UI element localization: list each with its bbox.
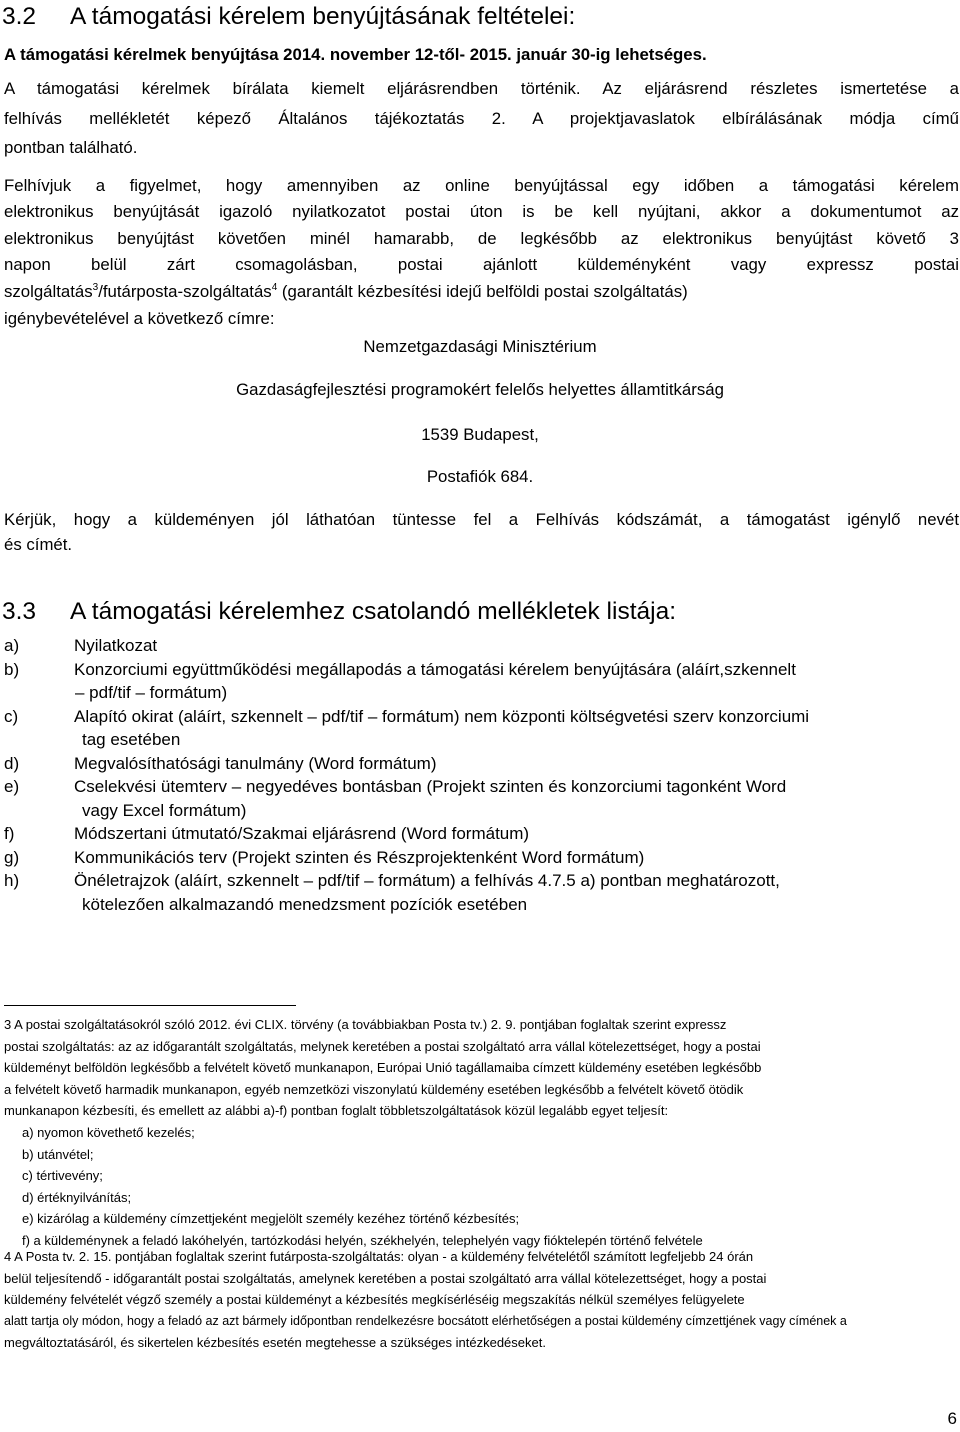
address-office: Gazdaságfejlesztési programokért felelős helyettes államtitkárság <box>236 380 724 399</box>
list-marker: g) <box>4 847 20 867</box>
list-item-text: Cselekvési ütemterv – negyedéves bontásban (Projekt szinten és konzorciumi tagonként Word <box>74 777 787 796</box>
footnote-3-line: küldeményt belföldön legkésőbb a felvételt követő munkanapon, Európai Unió tagállamaiba címzett küldemény esetében legkésőbb <box>4 1060 762 1075</box>
list-item-text-continued: tag esetében <box>82 730 181 749</box>
section-title: A támogatási kérelemhez csatolandó mellékletek listája: <box>70 598 677 625</box>
footnote-3-item: a) nyomon követhető kezelés; <box>22 1125 195 1140</box>
section-heading-3-2 <box>2 5 575 30</box>
address-ministry: Nemzetgazdasági Minisztérium <box>363 337 597 356</box>
notice-paragraph-line: elektronikus benyújtást követően minél hamarabb, de legkésőbb az elektronikus benyújtást követő 3 <box>4 229 959 248</box>
footnote-3-line: 3 A postai szolgáltatásokról szóló 2012. évi CLIX. törvény (a továbbiakban Posta tv.) 2. 9. pontjában foglaltak szerint expressz <box>4 1017 727 1032</box>
footnote-3-line: a felvételt követő harmadik munkanapon, egyéb nemzetközi viszonylatú küldemény esetében legkésőbb a felvételt követő ötödik <box>4 1081 744 1097</box>
evaluation-paragraph-line: felhívás mellékletét képező Általános tájékoztatás 2. A projektjavaslatok elbírálásának módja című <box>4 109 959 128</box>
footnote-3-line: munkanapon kézbesíti, és emellett az alábbi a)-f) pontban foglalt többletszolgáltatások közül legalább egyet teljesít: <box>4 1103 669 1118</box>
footnote-separator <box>4 1005 296 1006</box>
evaluation-paragraph-line: A támogatási kérelmek bírálata kiemelt eljárásrendben történik. Az eljárásrend részletes ismertetése a <box>4 79 959 98</box>
section-title: A támogatási kérelem benyújtásának feltételei: <box>70 3 576 30</box>
list-item-text-continued: vagy Excel formátum) <box>82 800 247 820</box>
footnote-4-line: alatt tartja oly módon, hogy a feladó az azt bármely időpontban rendelkezésre bocsátott elérhetőségen a postai küldemény címzettjének vagy címének a <box>4 1313 847 1328</box>
notice-paragraph-line: Felhívjuk a figyelmet, hogy amennyiben az online benyújtással egy időben a támogatási kérelem <box>4 176 959 195</box>
list-marker: c) <box>4 706 19 726</box>
footnote-3-line: postai szolgáltatás: az az időgarantált szolgáltatás, melynek keretében a postai szolgáltató arra vállal kötelezettséget, hogy a postai <box>4 1038 761 1054</box>
list-marker: f) <box>4 824 15 843</box>
request-paragraph-line: Kérjük, hogy a küldeményen jól láthatóan tüntesse fel a Felhívás kódszámát, a támogatást igénylő nevét <box>4 510 959 529</box>
list-item-text-continued: kötelezően alkalmazandó menedzsment pozíciók esetében <box>82 894 528 914</box>
list-item-text: Önéletrajzok (aláírt, szkennelt – pdf/tif – formátum) a felhívás 4.7.5 a) pontban meghatározott, <box>74 871 780 890</box>
notice-paragraph-line: elektronikus benyújtását igazoló nyilatkozatot postai úton is be kell nyújtani, akkor a dokumentumot az <box>4 202 959 221</box>
notice-paragraph-line: szolgáltatás$^3$/futárposta-szolgáltatás$^4$ (garantált kézbesítési idejű belföldi postai szolgáltatás) <box>4 282 688 301</box>
section-number: 3.3 <box>2 598 37 625</box>
notice-paragraph-line: igénybevételével a következő címre: <box>4 309 275 328</box>
list-marker: b) <box>4 659 20 679</box>
footnote-3-item: e) kizárólag a küldemény címzettjeként megjelölt személy kezéhez történő kézbesítés; <box>22 1211 520 1226</box>
list-marker: e) <box>4 777 20 796</box>
request-paragraph-line: és címét. <box>4 535 73 554</box>
footnote-4-line: 4 A Posta tv. 2. 15. pontjában foglaltak szerint futárposta-szolgáltatás: olyan - a küldemény felvételétől számított legfeljebb 24 órán <box>4 1249 754 1264</box>
submission-period: A támogatási kérelmek benyújtása 2014. november 12-től- 2015. január 30-ig lehetséges. <box>4 45 707 64</box>
list-item-text: Kommunikációs terv (Projekt szinten és Részprojektenként Word formátum) <box>74 847 645 867</box>
address-pobox: Postafiók 684. <box>426 467 534 486</box>
list-marker: a) <box>4 636 20 655</box>
list-marker: d) <box>4 753 20 773</box>
footnote-3-item: b) utánvétel; <box>22 1146 94 1162</box>
section-number: 3.2 <box>2 3 37 30</box>
list-marker: h) <box>4 871 20 890</box>
list-item-text: Módszertani útmutató/Szakmai eljárásrend (Word formátum) <box>74 824 530 843</box>
page-number: 6 <box>947 1409 957 1428</box>
evaluation-paragraph-line: pontban található. <box>4 138 138 157</box>
footnote-4-line: megváltoztatásáról, és sikertelen kézbesítés esetén megtehesse a szükséges intézkedéseket. <box>4 1335 546 1350</box>
list-item-text: Konzorciumi együttműködési megállapodás a támogatási kérelem benyújtására (aláírt,szkennelt <box>74 659 796 679</box>
list-item-text: Alapító okirat (aláírt, szkennelt – pdf/tif – formátum) nem központi költségvetési szerv konzorciumi <box>74 706 810 726</box>
footnote-4-line: küldemény felvételét végző személy a postai küldeményt a kézbesítés megkísérléséig megszakítás nélkül személyes felügyelete <box>4 1292 745 1307</box>
footnote-ref-3: 3 <box>92 282 99 293</box>
notice-paragraph-line: napon belül zárt csomagolásban, postai ajánlott küldeményként vagy expressz postai <box>4 255 959 274</box>
list-item-text: Megvalósíthatósági tanulmány (Word formátum) <box>74 753 437 773</box>
address-city: 1539 Budapest, <box>421 425 539 444</box>
footnote-3-item: f) a küldeménynek a feladó lakóhelyén, tartózkodási helyén, székhelyén, telephelyén vagy fióktelepén történő felvétele <box>22 1232 703 1248</box>
list-item-text: Nyilatkozat <box>74 636 158 655</box>
footnote-4-line: belül teljesítendő - időgarantált postai szolgáltatás, amelynek keretében a postai szolgáltató arra vállal kötelezettséget, hogy a postai <box>4 1270 767 1286</box>
footnote-ref-4: 4 <box>271 282 278 293</box>
footnote-3-item: c) tértivevény; <box>22 1168 103 1183</box>
list-item-text-continued: – pdf/tif – formátum) <box>75 683 228 702</box>
footnote-3-item: d) értéknyilvánítás; <box>22 1189 132 1205</box>
section-heading-3-3 <box>2 600 676 625</box>
